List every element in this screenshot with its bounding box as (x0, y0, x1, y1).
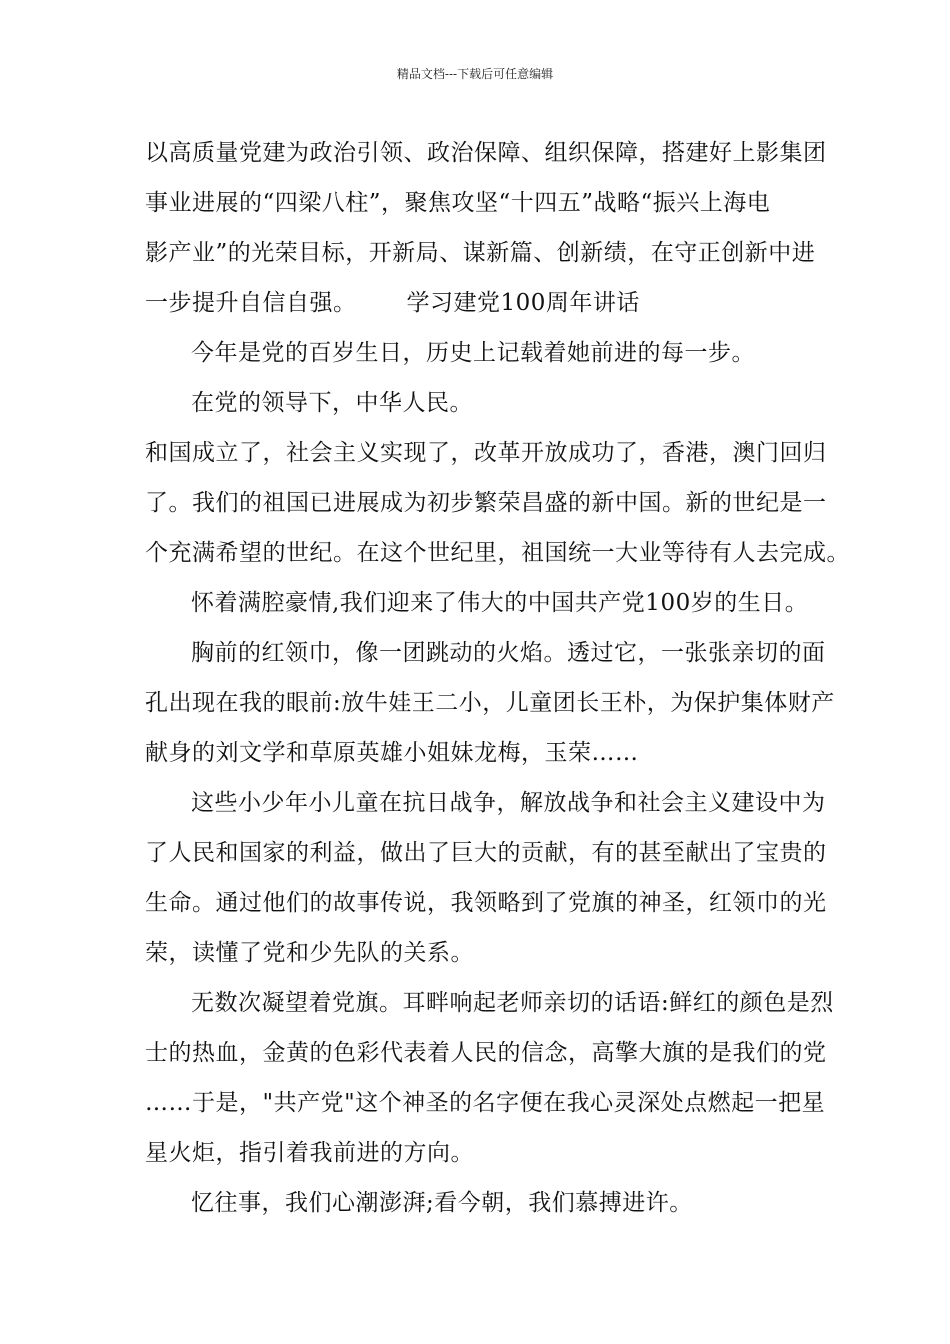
paragraph-start: 在党的领导下，中华人民。 (191, 390, 473, 416)
text-line: 了人民和国家的利益，做出了巨大的贡献，有的甚至献出了宝贵的 (145, 840, 827, 866)
speech-title: 学习建党100周年讲话 (406, 290, 640, 316)
text-line: 事业进展的“四梁八柱”，聚焦攻坚“十四五”战略“振兴上海电 (145, 190, 771, 216)
text-line: 和国成立了，社会主义实现了，改革开放成功了，香港，澳门回归 (145, 440, 827, 466)
text-line: 士的热血，金黄的色彩代表着人民的信念，高擎大旗的是我们的党 (145, 1040, 827, 1066)
paragraph-start: 无数次凝望着党旗。耳畔响起老师亲切的话语:鲜红的颜色是烈 (191, 990, 834, 1016)
text-line: 以高质量党建为政治引领、政治保障、组织保障，搭建好上影集团 (145, 140, 827, 166)
text-line: 个充满希望的世纪。在这个世纪里，祖国统一大业等待有人去完成。 (145, 540, 850, 566)
paragraph-start: 今年是党的百岁生日，历史上记载着她前进的每一步。 (191, 340, 755, 366)
paragraph-start: 胸前的红领巾，像一团跳动的火焰。透过它，一张张亲切的面 (191, 640, 826, 666)
text-line-with-title (145, 278, 810, 328)
paragraph-start: 怀着满腔豪情,我们迎来了伟大的中国共产党100岁的生日。 (191, 590, 809, 616)
text-line: 一步提升自信自强。 (145, 290, 357, 316)
page-header: 精品文档---下载后可任意编辑 (396, 67, 554, 81)
text-line: 生命。通过他们的故事传说，我领略到了党旗的神圣，红领巾的光 (145, 890, 827, 916)
text-line: 孔出现在我的眼前:放牛娃王二小，儿童团长王朴，为保护集体财产 (145, 690, 835, 716)
text-line: 荣，读懂了党和少先队的关系。 (145, 940, 474, 966)
text-line: 献身的刘文学和草原英雄小姐妹龙梅，玉荣…… (145, 740, 639, 766)
paragraph-start: 忆往事，我们心潮澎湃;看今朝，我们慕搏进许。 (191, 1190, 693, 1216)
text-line: ……于是，"共产党"这个神圣的名字便在我心灵深处点燃起一把星 (145, 1090, 826, 1116)
text-line: 了。我们的祖国已进展成为初步繁荣昌盛的新中国。新的世纪是一 (145, 490, 827, 516)
paragraph-start: 这些小少年小儿童在抗日战争，解放战争和社会主义建设中为 (191, 790, 826, 816)
text-line: 影产业”的光荣目标，开新局、谋新篇、创新绩，在守正创新中进 (145, 240, 816, 266)
document-body (145, 128, 850, 1228)
text-line: 星火炬，指引着我前进的方向。 (145, 1140, 474, 1166)
